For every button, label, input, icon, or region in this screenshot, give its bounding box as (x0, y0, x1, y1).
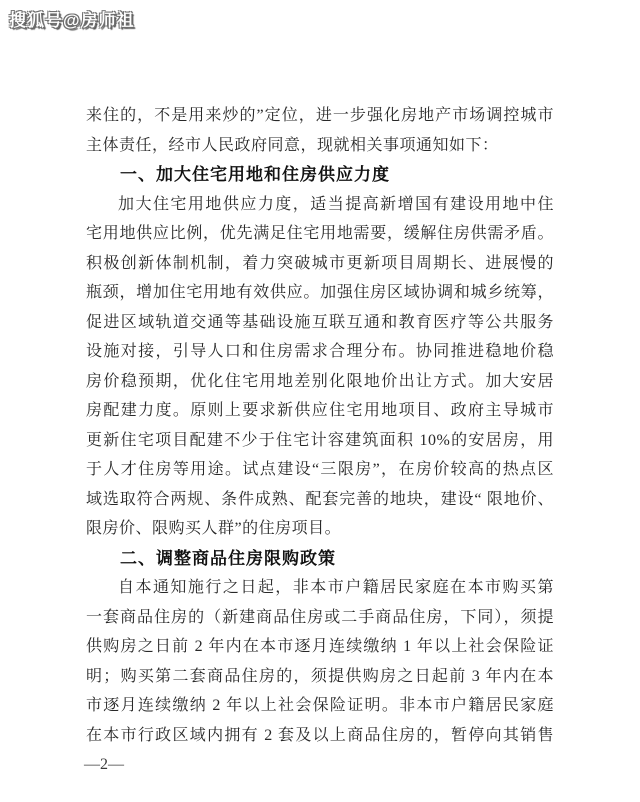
text-line: 市逐月连续缴纳 2 年以上社会保险证明。非本市户籍居民家庭 (86, 697, 554, 714)
text-line: 自本通知施行之日起，非本市户籍居民家庭在本市购买第 (118, 579, 554, 596)
text-line: 积极创新体制机制，着力突破城市更新项目周期长、进展慢的 (86, 254, 554, 272)
document-text-block (86, 101, 554, 776)
page-number: —2— (84, 756, 124, 773)
text-line: 房价稳预期，优化住宅用地差别化限地价出让方式。加大安居 (86, 372, 554, 390)
text-line: 供购房之日前 2 年内在本市逐月连续缴纳 1 年以上社会保险证 (86, 638, 554, 655)
text-line: 一套商品住房的（新建商品住房或二手商品住房，下同），须提 (86, 608, 554, 626)
text-line: 房配建力度。原则上要求新供应住宅用地项目、政府主导城市 (86, 402, 554, 419)
text-lines-container (86, 101, 554, 750)
text-line: 主体责任，经市人民政府同意，现就相关事项通知如下： (86, 136, 499, 154)
section-heading: 二、调整商品住房限购政策 (120, 548, 336, 568)
text-line: 明；购买第二套商品住房的，须提供购房之日起前 3 年内在本 (86, 667, 554, 685)
text-line: 在本市行政区域内拥有 2 套及以上商品住房的，暂停向其销售 (86, 726, 554, 744)
section-heading: 一、加大住宅用地和住房供应力度 (120, 165, 390, 184)
text-line: 来住的，不是用来炒的”定位，进一步强化房地产市场调控城市 (86, 107, 554, 124)
text-line: 加大住宅用地供应力度，适当提高新增国有建设用地中住 (118, 195, 554, 213)
text-line: 于人才住房等用途。试点建设“三限房”，在房价较高的热点区 (86, 461, 554, 478)
text-line: 宅用地供应比例，优先满足住宅用地需要，缓解住房供需矛盾。 (86, 225, 554, 242)
text-line: 域选取符合两规、条件成熟、配套完善的地块，建设“ 限地价、 (86, 490, 554, 508)
text-line: 促进区域轨道交通等基础设施互联互通和教育医疗等公共服务 (86, 313, 554, 331)
watermark-sohu-account: 搜狐号@房师祖 (9, 11, 135, 30)
text-line: 限房价、限购买人群”的住房项目。 (86, 520, 342, 537)
text-line: 更新住宅项目配建不少于住宅计容建筑面积 10%的安居房，用 (86, 431, 554, 449)
text-line: 瓶颈，增加住宅用地有效供应。加强住房区域协调和城乡统筹， (86, 284, 554, 301)
text-line: 设施对接，引导人口和住房需求合理分布。协同推进稳地价稳 (86, 343, 554, 360)
